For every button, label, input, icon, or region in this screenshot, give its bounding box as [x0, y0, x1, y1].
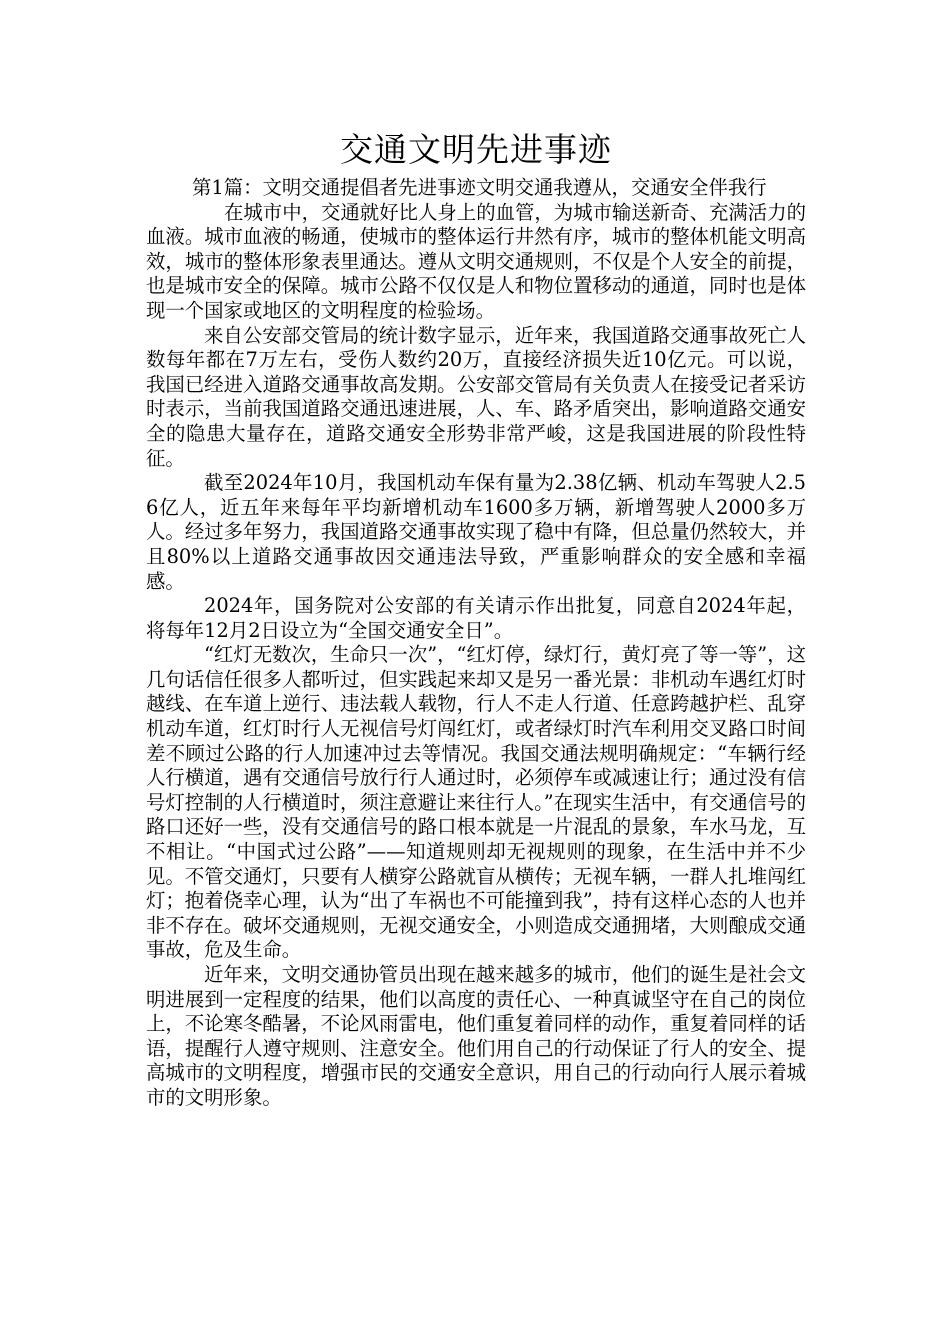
paragraph-1: 在城市中，交通就好比人身上的血管，为城市输送新奇、充满活力的血液。城市血液的畅通，使城市的整体运行井然有序，城市的整体机能文明高效，城市的整体形象表里通达。遵从文明交通规则，不仅是个人安全的前提，也是城市安全的保障。城市公路不仅仅是人和物位置移动的通道，同时也是体现一个国家或地区的文明程度的检验场。 [146, 200, 806, 322]
section-heading: 第1篇：文明交通提倡者先进事迹文明交通我遵从，交通安全伴我行 [192, 176, 767, 199]
document-title: 交通文明先进事迹 [340, 130, 612, 169]
paragraph-2: 来自公安部交管局的统计数字显示，近年来，我国道路交通事故死亡人数每年都在7万左右，受伤人数约20万，直接经济损失近10亿元。可以说，我国已经进入道路交通事故高发期。公安部交管局有关负责人在接受记者采访时表示，当前我国道路交通迅速进展，人、车、路矛盾突出，影响道路交通安全的隐患大量存在，道路交通安全形势非常严峻，这是我国进展的阶段性特征。 [146, 323, 806, 470]
document-page [146, 124, 806, 1111]
paragraph-6: 近年来，文明交通协管员出现在越来越多的城市，他们的诞生是社会文明进展到一定程度的结果，他们以高度的责任心、一种真诚坚守在自己的岗位上，不论寒冬酷暑，不论风雨雷电，他们重复着同样的动作，重复着同样的话语，提醒行人遵守规则、注意安全。他们用自己的行动保证了行人的安全、提高城市的文明程度，增强市民的交通安全意识，用自己的行动向行人展示着城市的文明形象。 [146, 963, 806, 1109]
paragraph-4: 2024年，国务院对公安部的有关请示作出批复，同意自2024年起，将每年12月2日设立为“全国交通安全日”。 [146, 594, 806, 642]
paragraph-3: 截至2024年10月，我国机动车保有量为2.38亿辆、机动车驾驶人2.56亿人，近五年来每年平均新增机动车1600多万辆，新增驾驶人2000多万人。经过多年努力，我国道路交通事故实现了稳中有降，但总量仍然较大，并且80%以上道路交通事故因交通违法导致，严重影响群众的安全感和幸福感。 [146, 471, 806, 593]
paragraph-5: “红灯无数次，生命只一次”，“红灯停，绿灯行，黄灯亮了等一等”，这几句话信任很多人都听过，但实践起来却又是另一番光景：非机动车遇红灯时越线、在车道上逆行、违法载人载物，行人不走人行道、任意跨越护栏、乱穿机动车道，红灯时行人无视信号灯闯红灯，或者绿灯时汽车利用交叉路口时间差不顾过公路的行人加速冲过去等情况。我国交通法规明确规定：“车辆行经人行横道，遇有交通信号放行行人通过时，必须停车或减速让行；通过没有信号灯控制的人行横道时，须注意避让来往行人。”在现实生活中，有交通信号的路口还好一些，没有交通信号的路口根本就是一片混乱的景象，车水马龙，互不相让。“中国式过公路”——知道规则却无视规则的现象，在生活中并不少见。不管交通灯，只要有人横穿公路就盲从横传；无视车辆，一群人扎堆闯红灯；抱着侥幸心理，认为“出了车祸也不可能撞到我”，持有这样心态的人也并非不存在。破坏交通规则，无视交通安全，小则造成交通拥堵，大则酿成交通事故，危及生命。 [146, 643, 806, 962]
